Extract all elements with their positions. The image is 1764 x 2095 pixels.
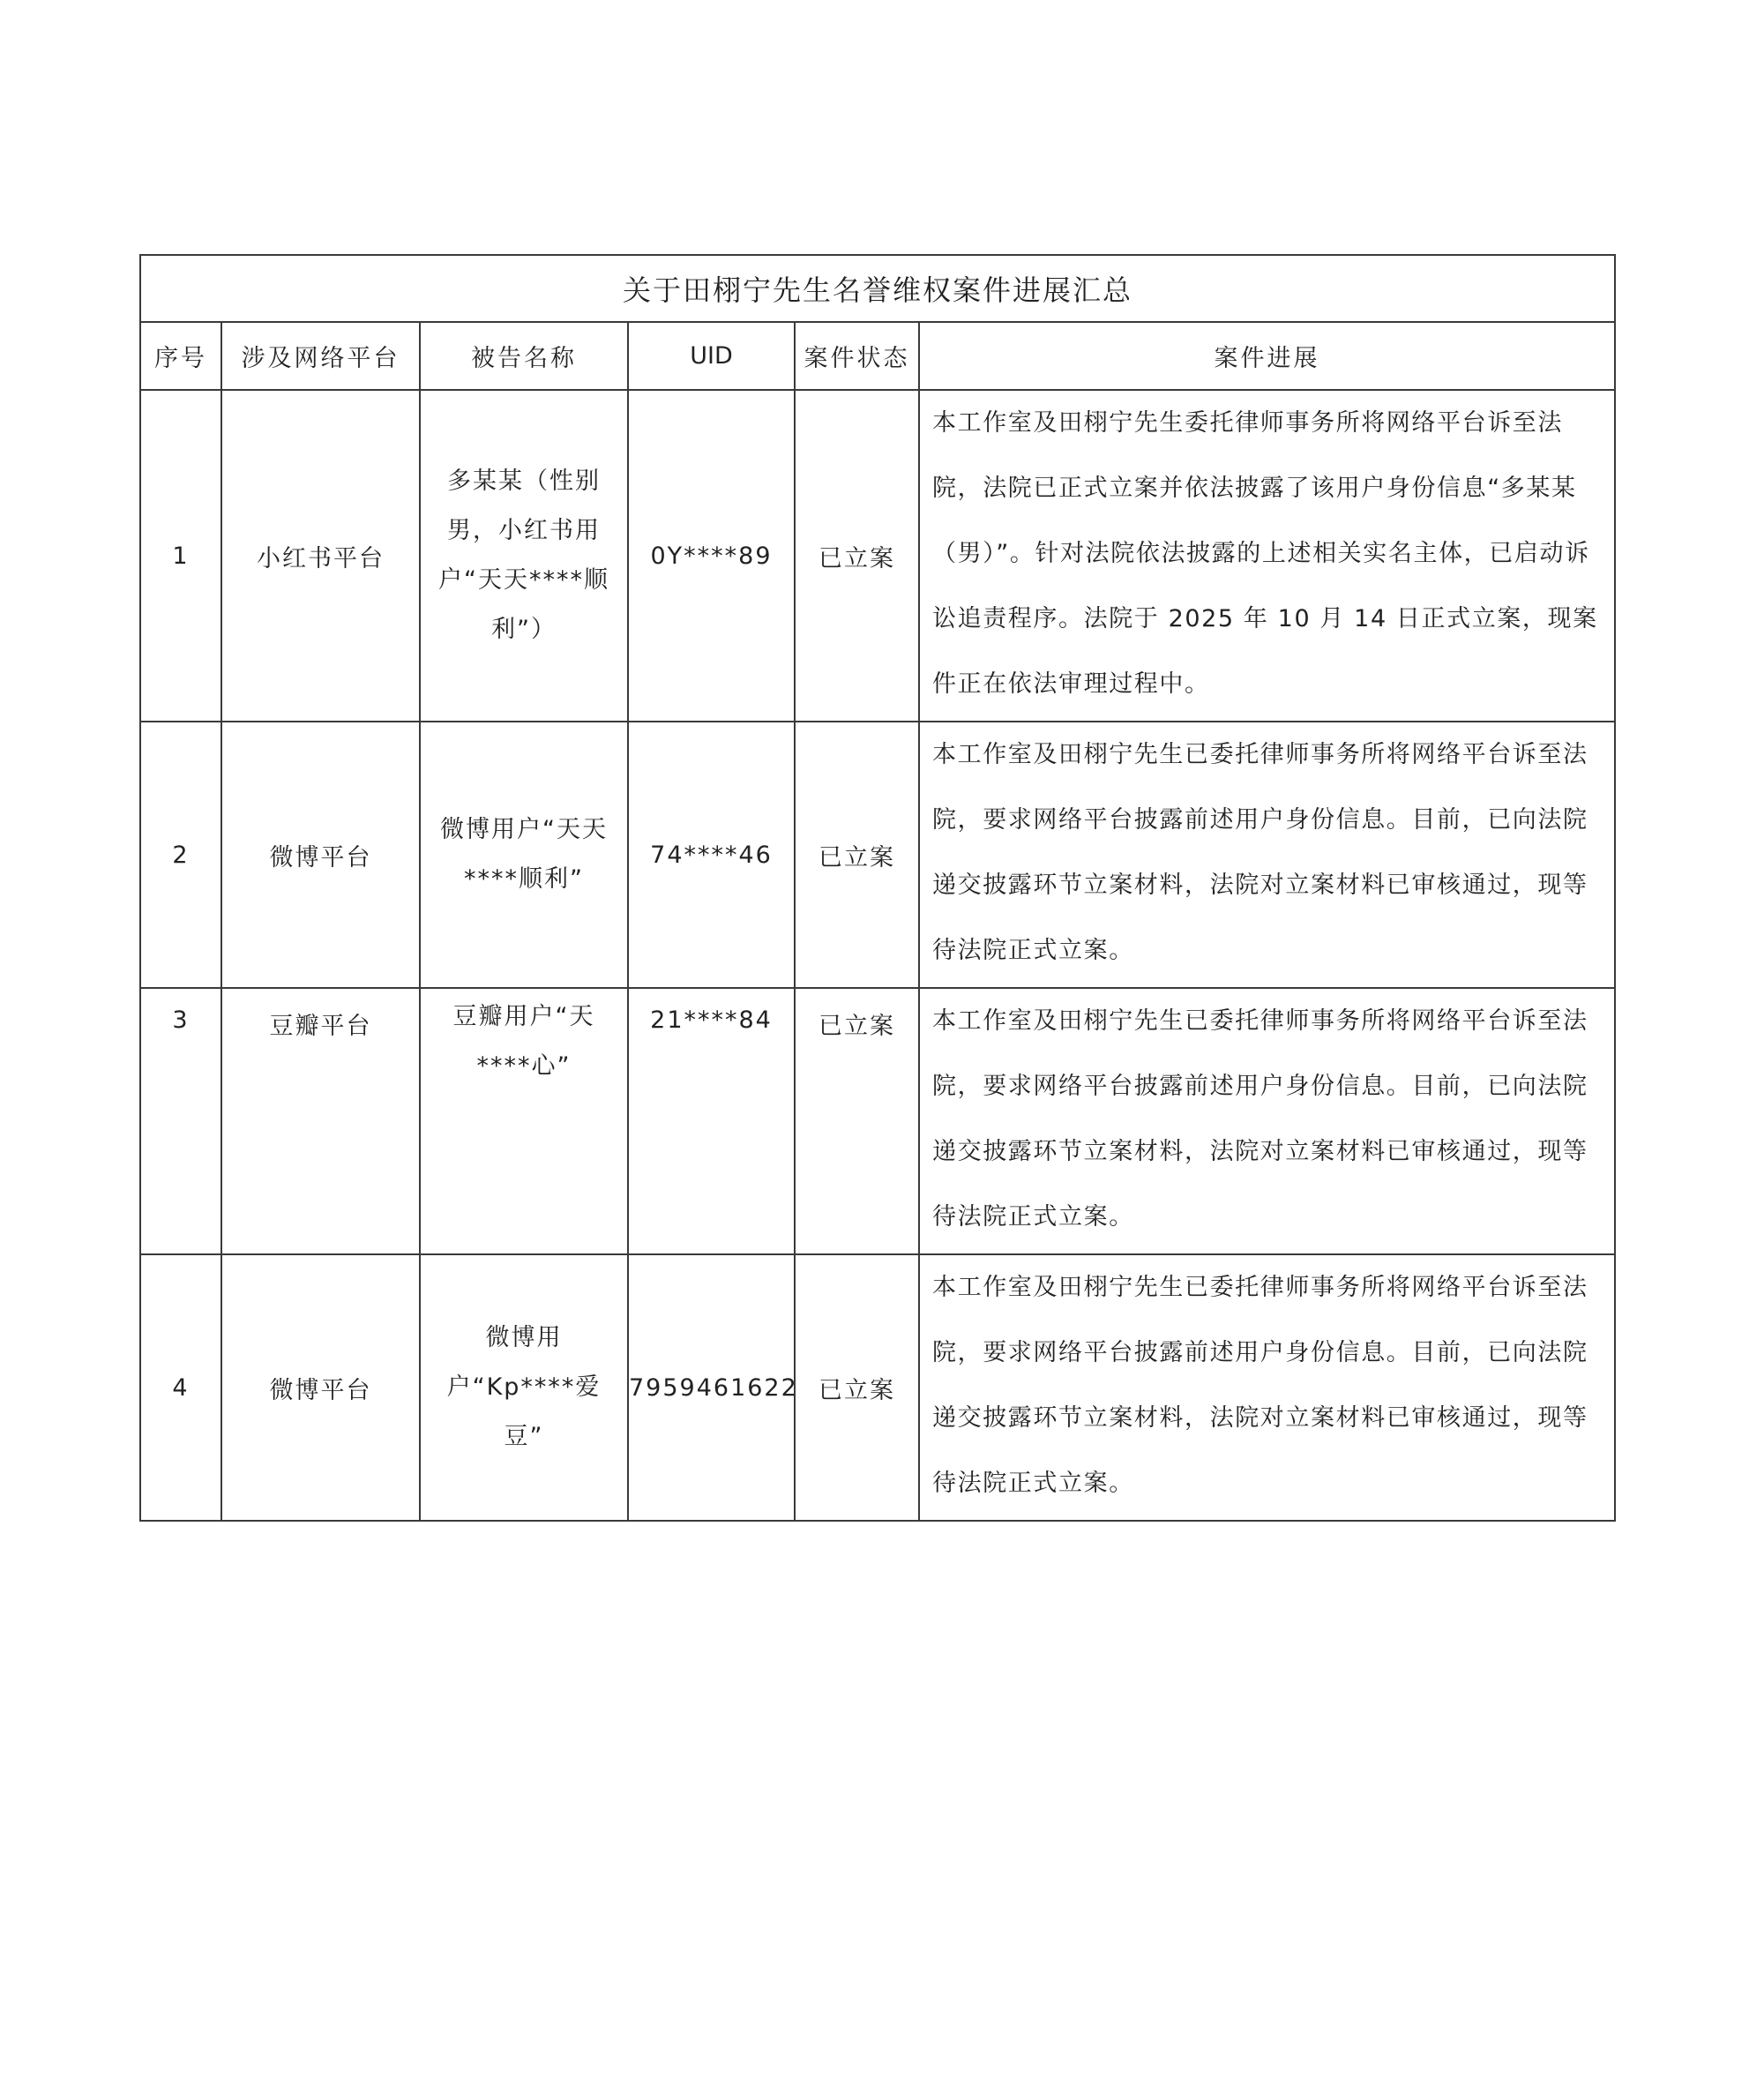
title-row bbox=[140, 255, 1615, 322]
row-defendant: 微博用户“天天****顺利” bbox=[440, 816, 608, 893]
row-defendant-cell bbox=[420, 988, 628, 1254]
case-progress-table bbox=[139, 254, 1616, 1522]
header-platform: 涉及网络平台 bbox=[221, 322, 420, 390]
row-status: 已立案 bbox=[795, 722, 919, 988]
row-no: 1 bbox=[140, 390, 221, 722]
row-status: 已立案 bbox=[795, 988, 919, 1254]
row-platform: 微博平台 bbox=[221, 722, 420, 988]
row-uid: 74****46 bbox=[628, 722, 795, 988]
row-progress: 本工作室及田栩宁先生委托律师事务所将网络平台诉至法院，法院已正式立案并依法披露了该用户身份信息“多某某（男）”。针对法院依法披露的上述相关实名主体，已启动诉讼追责程序。法院于 2025 年 10 月 14 日正式立案，现案件正在依法审理过程中。 bbox=[919, 390, 1615, 722]
row-no: 3 bbox=[140, 988, 221, 1254]
table-title: 关于田栩宁先生名誉维权案件进展汇总 bbox=[140, 255, 1615, 322]
row-defendant: 多某某（性别男，小红书用户“天天****顺利”） bbox=[438, 468, 609, 643]
row-uid: 7959461622 bbox=[628, 1254, 795, 1521]
row-no: 4 bbox=[140, 1254, 221, 1521]
row-status: 已立案 bbox=[795, 1254, 919, 1521]
row-defendant-cell bbox=[420, 390, 628, 722]
header-row bbox=[140, 322, 1615, 390]
row-status: 已立案 bbox=[795, 390, 919, 722]
row-progress: 本工作室及田栩宁先生已委托律师事务所将网络平台诉至法院，要求网络平台披露前述用户身份信息。目前，已向法院递交披露环节立案材料，法院对立案材料已审核通过，现等待法院正式立案。 bbox=[919, 1254, 1615, 1521]
row-no: 2 bbox=[140, 722, 221, 988]
header-no: 序号 bbox=[140, 322, 221, 390]
header-status: 案件状态 bbox=[795, 322, 919, 390]
header-uid: UID bbox=[628, 322, 795, 390]
row-progress: 本工作室及田栩宁先生已委托律师事务所将网络平台诉至法院，要求网络平台披露前述用户身份信息。目前，已向法院递交披露环节立案材料，法院对立案材料已审核通过，现等待法院正式立案。 bbox=[919, 722, 1615, 988]
table-row bbox=[140, 722, 1615, 988]
row-uid: 21****84 bbox=[628, 988, 795, 1254]
row-uid: 0Y****89 bbox=[628, 390, 795, 722]
row-defendant-cell bbox=[420, 722, 628, 988]
row-platform: 小红书平台 bbox=[221, 390, 420, 722]
table-row bbox=[140, 988, 1615, 1254]
table-row bbox=[140, 1254, 1615, 1521]
header-progress: 案件进展 bbox=[919, 322, 1615, 390]
row-platform: 豆瓣平台 bbox=[221, 988, 420, 1254]
row-defendant: 微博用户“Kp****爱豆” bbox=[446, 1324, 602, 1450]
row-platform: 微博平台 bbox=[221, 1254, 420, 1521]
row-progress: 本工作室及田栩宁先生已委托律师事务所将网络平台诉至法院，要求网络平台披露前述用户身份信息。目前，已向法院递交披露环节立案材料，法院对立案材料已审核通过，现等待法院正式立案。 bbox=[919, 988, 1615, 1254]
row-defendant: 豆瓣用户“天****心” bbox=[452, 1003, 595, 1080]
row-defendant-cell bbox=[420, 1254, 628, 1521]
table-row bbox=[140, 390, 1615, 722]
header-defendant: 被告名称 bbox=[420, 322, 628, 390]
